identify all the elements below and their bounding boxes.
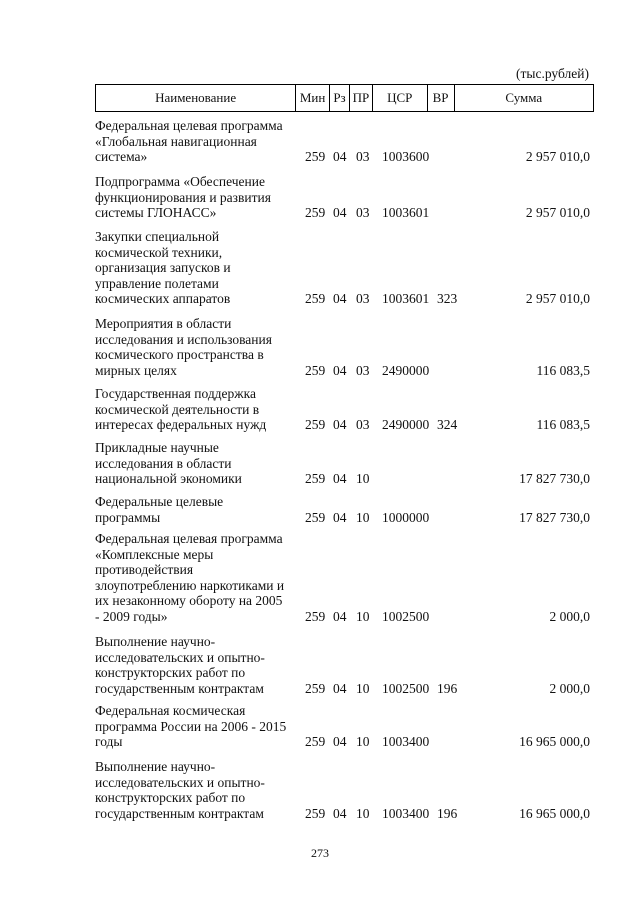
row-name: [95, 118, 300, 165]
sum-value: 16 965 000,0: [519, 734, 590, 749]
row-name-line: функционирования и развития: [95, 189, 271, 205]
sum-value: 2 000,0: [549, 680, 590, 696]
row-name-line: Выполнение научно-: [95, 759, 216, 774]
vr-code: 324: [437, 417, 458, 432]
min-code: 259: [305, 608, 326, 624]
min-code: 259: [305, 362, 326, 378]
row-name-line: управление полетами: [95, 275, 219, 291]
rz-code: 04: [333, 291, 347, 306]
csr-code: 1000000: [382, 509, 430, 525]
col-name-header: Наименование: [96, 85, 296, 111]
row-name: [95, 386, 300, 433]
row-name: [95, 316, 300, 378]
col-rz-header: Рз: [330, 85, 350, 111]
row-name-line: исследования в области: [95, 455, 232, 471]
csr-code: 1002500: [382, 680, 430, 696]
table-row: [95, 316, 594, 378]
col-pr-header: ПР: [350, 85, 373, 111]
rz-code: 04: [333, 362, 347, 378]
row-name-line: программы: [95, 509, 161, 525]
row-name-line: Федеральные целевые: [95, 494, 224, 509]
csr-code: 1003601: [382, 205, 430, 220]
rz-code: 04: [333, 734, 347, 749]
min-code: 259: [305, 471, 326, 486]
row-name-line: Мероприятия в области: [95, 316, 232, 331]
row-name-line: мирных целях: [95, 362, 177, 378]
min-code: 259: [305, 734, 326, 749]
row-name: [95, 494, 300, 525]
rz-code: 04: [333, 805, 347, 821]
sum-value: 2 957 010,0: [525, 149, 590, 164]
table-row: [95, 118, 594, 165]
sum-value: 17 827 730,0: [519, 471, 590, 486]
row-name: [95, 174, 300, 221]
row-name-line: Подпрограмма «Обеспечение: [95, 174, 265, 189]
row-name: [95, 703, 300, 750]
row-name-line: их незаконному обороту на 2005: [95, 593, 283, 608]
pr-code: 10: [356, 471, 370, 486]
table-row: [95, 174, 594, 221]
row-name-line: программа России на 2006 - 2015: [95, 718, 287, 734]
pr-code: 03: [356, 205, 370, 220]
row-name-line: система»: [95, 149, 148, 164]
row-name-line: Прикладные научные: [95, 440, 219, 455]
pr-code: 03: [356, 417, 370, 432]
row-name-line: конструкторских работ по: [95, 665, 246, 680]
rz-code: 04: [333, 680, 347, 696]
row-name-line: противодействия: [95, 562, 194, 577]
table-row: [95, 440, 594, 487]
row-name-line: космического пространства в: [95, 347, 264, 362]
row-name-line: государственным контрактам: [95, 680, 264, 696]
table-row: [95, 494, 594, 525]
row-name-line: интересах федеральных нужд: [95, 417, 267, 432]
sum-value: 2 957 010,0: [525, 205, 590, 220]
table-row: [95, 229, 594, 307]
pr-code: 03: [356, 149, 370, 164]
csr-code: 2490000: [382, 417, 430, 432]
min-code: 259: [305, 149, 326, 164]
pr-code: 10: [356, 608, 370, 624]
row-name-line: национальной экономики: [95, 471, 242, 486]
table-row: [95, 759, 594, 821]
row-name-line: Федеральная целевая программа: [95, 118, 283, 133]
row-name-line: Федеральная космическая: [95, 703, 246, 718]
rz-code: 04: [333, 471, 347, 486]
row-name-line: исследовательских и опытно-: [95, 774, 265, 790]
min-code: 259: [305, 509, 326, 525]
vr-code: 196: [437, 805, 458, 821]
row-name-line: космической техники,: [95, 244, 223, 260]
csr-code: 1003600: [382, 149, 430, 164]
sum-value: 116 083,5: [536, 417, 590, 432]
min-code: 259: [305, 291, 326, 306]
row-name-line: Закупки специальной: [95, 229, 220, 244]
row-name: [95, 634, 300, 696]
pr-code: 03: [356, 362, 370, 378]
row-name-line: исследования и использования: [95, 331, 272, 347]
rz-code: 04: [333, 205, 347, 220]
vr-code: 196: [437, 680, 458, 696]
rz-code: 04: [333, 417, 347, 432]
rz-code: 04: [333, 149, 347, 164]
row-name-line: космических аппаратов: [95, 291, 231, 306]
csr-code: 2490000: [382, 362, 430, 378]
table-row: [95, 703, 594, 750]
rz-code: 04: [333, 608, 347, 624]
row-name-line: государственным контрактам: [95, 805, 264, 821]
table-row: [95, 386, 594, 433]
row-name: [95, 759, 300, 821]
sum-value: 2 000,0: [549, 608, 590, 624]
csr-code: 1003601: [382, 291, 430, 306]
row-name: [95, 229, 300, 307]
col-sum-header: Сумма: [505, 90, 543, 105]
row-name-line: Федеральная целевая программа: [95, 531, 283, 546]
units-label: (тыс.рублей): [516, 66, 589, 81]
sum-value: 17 827 730,0: [519, 509, 590, 525]
row-name-line: конструкторских работ по: [95, 790, 246, 805]
row-name-line: исследовательских и опытно-: [95, 649, 265, 665]
row-name-line: Государственная поддержка: [95, 386, 256, 401]
rz-code: 04: [333, 509, 347, 525]
min-code: 259: [305, 205, 326, 220]
row-name-line: «Комплексные меры: [95, 546, 214, 562]
pr-code: 03: [356, 291, 370, 306]
row-name-line: годы: [95, 734, 123, 749]
row-name-line: Выполнение научно-: [95, 634, 216, 649]
row-name: [95, 531, 300, 624]
col-min-header: Мин: [296, 85, 330, 111]
sum-value: 116 083,5: [536, 362, 590, 378]
col-csr-header: ЦСР: [373, 85, 428, 111]
row-name-line: организация запусков и: [95, 260, 231, 275]
csr-code: 1003400: [382, 734, 430, 749]
col-vr-header: ВР: [428, 85, 455, 111]
row-name-line: космической деятельности в: [95, 401, 260, 417]
vr-code: 323: [437, 291, 458, 306]
row-name-line: - 2009 годы»: [95, 608, 168, 624]
sum-value: 2 957 010,0: [525, 291, 590, 306]
csr-code: 1003400: [382, 805, 430, 821]
row-name-line: «Глобальная навигационная: [95, 133, 257, 149]
pr-code: 10: [356, 734, 370, 749]
page-number: 273: [311, 846, 329, 860]
min-code: 259: [305, 805, 326, 821]
row-name-line: системы ГЛОНАСС»: [95, 205, 217, 220]
min-code: 259: [305, 417, 326, 432]
csr-code: 1002500: [382, 608, 430, 624]
min-code: 259: [305, 680, 326, 696]
sum-value: 16 965 000,0: [519, 805, 590, 821]
pr-code: 10: [356, 680, 370, 696]
table-row: [95, 531, 594, 624]
table-header: [95, 84, 594, 112]
row-name-line: злоупотреблению наркотиками и: [95, 577, 285, 593]
table-row: [95, 634, 594, 696]
row-name: [95, 440, 300, 487]
pr-code: 10: [356, 509, 370, 525]
pr-code: 10: [356, 805, 370, 821]
